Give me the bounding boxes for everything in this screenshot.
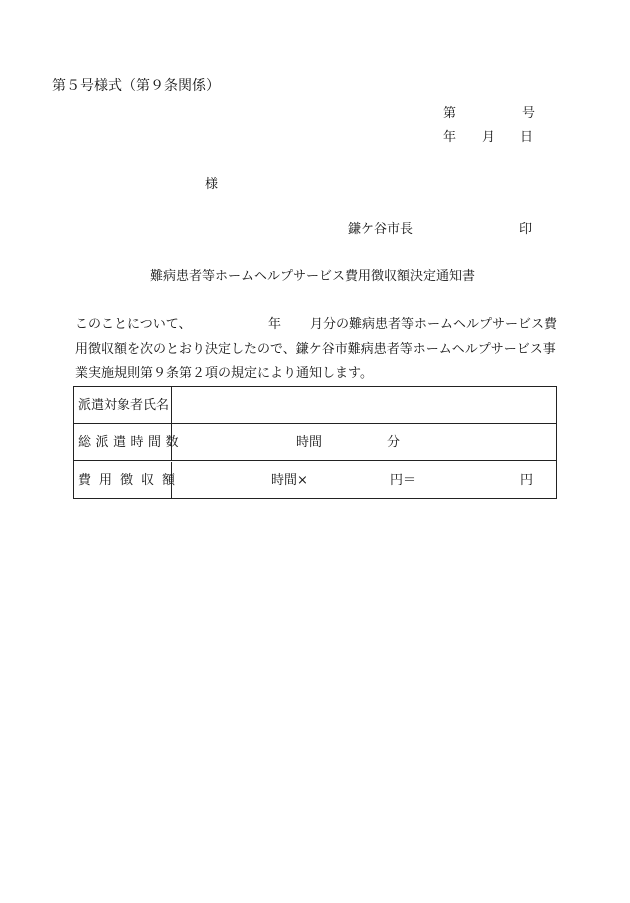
table-label-cell [74,462,184,498]
recipient-name-label: 派遣対象者氏名 [78,398,170,413]
yen-equals-unit: 円＝ [390,473,417,488]
date-day-label: 日 [520,130,534,145]
minutes-unit: 分 [387,435,401,450]
seal-icon: 印 [519,222,533,237]
yen-unit: 円 [520,473,534,488]
document-title: 難病患者等ホームヘルプサービス費用徴収額決定通知書 [150,269,476,284]
hours-times-unit: 時間× [271,473,308,488]
issuer-title: 鎌ケ谷市長 [348,222,414,237]
body-text-line-3: 業実施規則第９条第２項の規定により通知します。 [75,366,373,381]
date-month-label: 月 [482,130,496,145]
body-text-line-1-rest: 月分の難病患者等ホームヘルプサービス費 [310,317,558,332]
document-number-label: 第 [443,106,457,121]
table-row-fee-amount [74,462,556,498]
form-number: 第５号様式（第９条関係） [52,78,220,94]
table-row-total-hours [74,424,556,461]
date-year-label: 年 [443,130,457,145]
hours-unit: 時間 [296,435,323,450]
fee-info-table [73,386,557,499]
fee-amount-label: 費用徴収額 [78,473,184,488]
body-year-label: 年 [268,317,282,332]
table-row-recipient-name [74,387,556,424]
table-label-cell [74,424,184,460]
body-text-line-2: 用徴収額を次のとおり決定したので、鎌ケ谷市難病患者等ホームヘルプサービス事 [75,342,556,357]
total-hours-label: 総派遣時間数 [78,435,184,450]
body-text-line-1: このことについて、 [75,317,192,332]
addressee-honorific: 様 [205,177,219,192]
document-number-suffix: 号 [522,106,536,121]
table-label-cell [74,387,172,423]
